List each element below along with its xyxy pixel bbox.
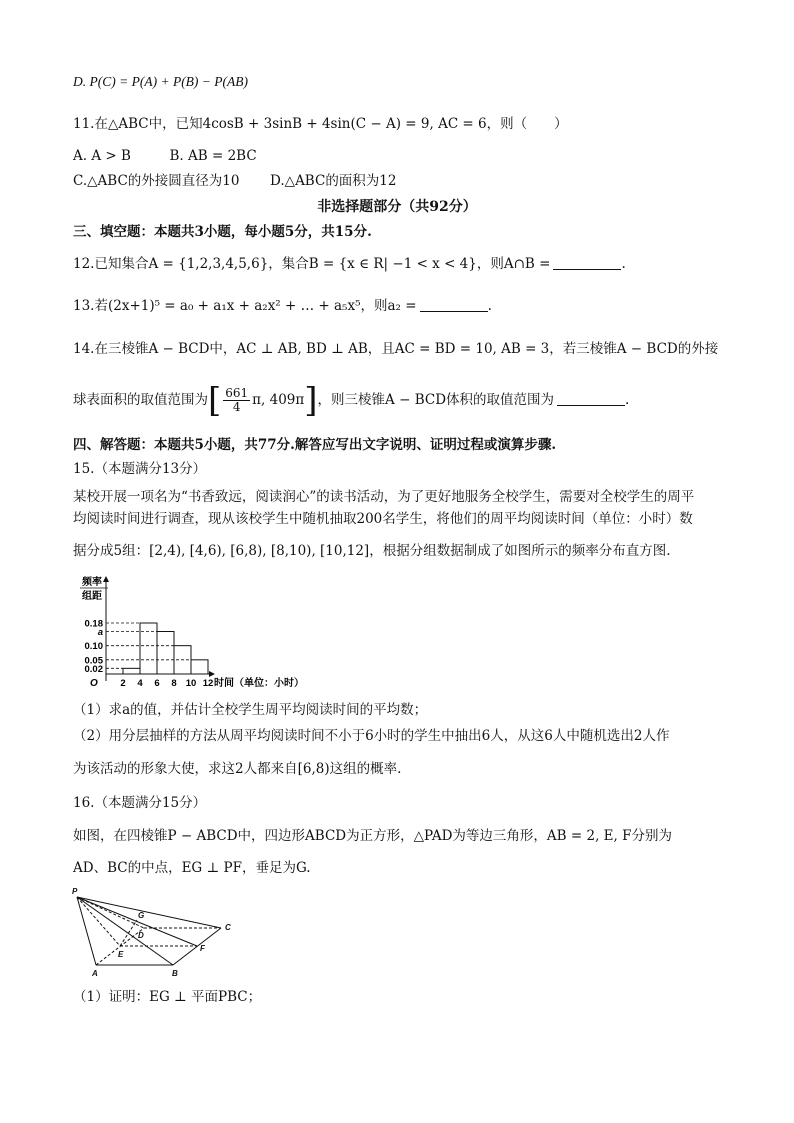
q14-range-rest: π, 409π <box>252 392 305 408</box>
q14-line2: 球表面积的取值范围为[ $\frac{661}{4}$ π, 409π]，则三棱锥A − BCD体积的取值范围为 . <box>73 380 630 421</box>
histogram-xlabel: 时间（单位：小时） <box>214 678 304 689</box>
label-D: D <box>138 931 144 940</box>
q10-option-d: D. P(C) = P(A) + P(B) − P(AB) <box>73 74 249 89</box>
label-E: E <box>118 950 124 959</box>
q12: 12.已知集合A = {1,2,3,4,5,6}，集合B = {x ∈ R| −1 < x < 4}，则A∩B = . <box>73 256 626 272</box>
histogram-ytick-label: 0.18 <box>84 618 103 630</box>
q15-sub1: （1）求a的值，并估计全校学生周平均阅读时间的平均数； <box>73 702 428 718</box>
q14-line2-pre: 球表面积的取值范围为 <box>73 392 208 408</box>
q14-frac-den: 4 <box>232 400 241 414</box>
q11-options-ab <box>73 146 257 166</box>
histogram-bar <box>157 632 174 675</box>
q15-sub2-line2: 为该活动的形象大使，求这2人都来自[6,8)这组的概率. <box>73 761 402 777</box>
pyramid-figure <box>70 885 240 985</box>
q15-line3: 据分成5组：[2,4), [4,6), [6,8), [8,10), [10,12]，根据分组数据制成了如图所示的频率分布直方图. <box>73 543 671 559</box>
edge-PD <box>77 897 144 928</box>
q11-option-c: C.△ABC的外接圆直径为10 <box>73 173 240 189</box>
label-F: F <box>200 944 205 953</box>
label-A: A <box>92 969 98 978</box>
histogram-ytick-label: 0.10 <box>84 641 103 653</box>
q14-line1: 14.在三棱锥A − BCD中，AC ⊥ AB, BD ⊥ AB，且AC = BD = 10, AB = 3，若三棱锥A − BCD的外接 <box>73 341 719 357</box>
label-G: G <box>138 911 145 920</box>
q14-fraction <box>223 387 250 414</box>
edge-PF <box>77 897 197 946</box>
q11-option-b: B. AB = 2BC <box>169 148 257 164</box>
q13-text: 13.若(2x+1)⁵ = a₀ + a₁x + a₂x² + … + a₅x⁵，则a₂ = <box>73 298 417 314</box>
histogram-ytick-label: 0.05 <box>84 655 103 667</box>
histogram-bar <box>191 660 208 674</box>
histogram-xtick-label: 10 <box>185 678 197 689</box>
q14-line2-post: ，则三棱锥A − BCD体积的取值范围为 <box>317 392 555 408</box>
histogram-xtick-label: 12 <box>202 678 214 689</box>
q13: 13.若(2x+1)⁵ = a₀ + a₁x + a₂x² + … + a₅x⁵，则a₂ = . <box>73 298 492 314</box>
histogram-bar <box>140 623 157 674</box>
q11-stem: 11.在△ABC中，已知4cosB + 3sinB + 4sin(C − A) = 9, AC = 6，则（ ） <box>73 116 568 132</box>
q12-text: 12.已知集合A = {1,2,3,4,5,6}，集合B = {x ∈ R| −1 < x < 4}，则A∩B = <box>73 256 551 272</box>
histogram-ytick-label: 0.02 <box>84 663 103 675</box>
edge-EG <box>120 920 137 946</box>
histogram-origin: O <box>90 678 98 689</box>
q11-options-cd <box>73 171 397 191</box>
histogram-xtick-label: 8 <box>171 678 177 689</box>
q13-answer-blank <box>420 297 488 312</box>
histogram-xtick-label: 2 <box>120 678 126 689</box>
q16-line1: 如图，在四棱锥P − ABCD中，四边形ABCD为正方形，△PAD为等边三角形，AB = 2, E, F分别为 <box>73 828 672 844</box>
label-P: P <box>72 887 78 896</box>
q15-line1: 某校开展一项名为“书香致远，阅读润心”的读书活动，为了更好地服务全校学生，需要对全校学生的周平 <box>73 489 695 505</box>
q15-sub2-line1: （2）用分层抽样的方法从周平均阅读时间不小于6小时的学生中抽出6人，从这6人中随机选出2人作 <box>73 728 670 744</box>
q11-option-d: D.△ABC的面积为12 <box>270 173 397 189</box>
q12-answer-blank <box>553 255 621 270</box>
q16-sub1: （1）证明：EG ⊥ 平面PBC； <box>73 989 262 1005</box>
q14-answer-blank <box>557 391 625 406</box>
histogram-ylabel-top: 频率 <box>82 577 102 588</box>
q16-line2: AD、BC的中点，EG ⊥ PF，垂足为G. <box>73 860 311 876</box>
label-C: C <box>225 923 231 932</box>
histogram-xtick-label: 4 <box>137 678 143 689</box>
histogram-xtick-label: 6 <box>154 678 160 689</box>
part2-title: 非选择题部分（共92分） <box>317 199 477 215</box>
histogram-ytick-label: a <box>97 627 103 638</box>
q15-header: 15.（本题满分13分） <box>73 461 207 477</box>
q16-header: 16.（本题满分15分） <box>73 795 207 811</box>
section4-title: 四、解答题：本题共5小题，共77分.解答应写出文字说明、证明过程或演算步骤. <box>73 437 557 453</box>
q11-option-a: A. A > B <box>73 148 131 164</box>
q14-frac-num: 661 <box>225 386 249 400</box>
histogram-bar <box>123 668 140 674</box>
q15-line2: 均阅读时间进行调查，现从该校学生中随机抽取200名学生，将他们的周平均阅读时间（单位：小时）数 <box>73 511 693 527</box>
label-B: B <box>172 969 178 978</box>
edge-PA <box>77 897 96 965</box>
section3-title: 三、填空题：本题共3小题，每小题5分，共15分. <box>73 224 372 240</box>
frequency-histogram <box>72 573 312 691</box>
histogram-ylabel-bottom: 组距 <box>82 591 102 602</box>
